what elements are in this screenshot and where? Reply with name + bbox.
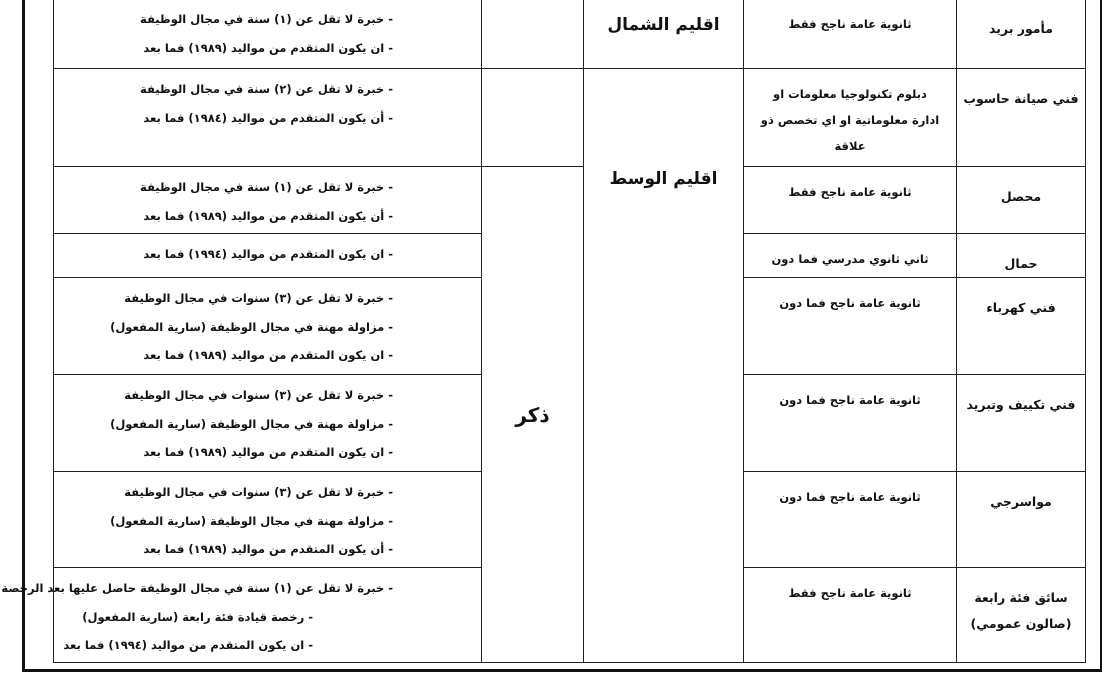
job-title-cell: مواسرجي	[957, 472, 1086, 568]
job-title-cell: فني صيانة حاسوب	[957, 69, 1086, 167]
requirements-cell: - خبرة لا تقل عن (١) سنة في مجال الوظيفة - أن يكون المتقدم من مواليد (١٩٨٩) فما بعد	[54, 167, 482, 234]
jobs-table	[1, 0, 1086, 663]
qualification-cell: ثانوية عامة ناجح فقط	[744, 568, 957, 663]
requirements-cell: - ان يكون المتقدم من مواليد (١٩٩٤) فما بعد	[54, 234, 482, 278]
job-title-cell: فني كهرباء	[957, 278, 1086, 375]
requirements-cell: - خبرة لا تقل عن (٢) سنة في مجال الوظيفة - أن يكون المتقدم من مواليد (١٩٨٤) فما بعد	[54, 69, 482, 167]
gender-cell-top	[482, 0, 584, 69]
requirements-cell: - خبرة لا تقل عن (٣) سنوات في مجال الوظيفة - مزاولة مهنة في مجال الوظيفة (سارية المفعول) - ان يكون المتقدم من مواليد (١٩٨٩) فما بعد	[54, 278, 482, 375]
region-center: اقليم الوسط	[584, 69, 744, 663]
qualification-cell: ثانوية عامة ناجح فقط	[744, 167, 957, 234]
job-title-cell: محصل	[957, 167, 1086, 234]
job-title-cell: حمال	[957, 234, 1086, 278]
qualification-cell: ثانوية عامة ناجح فما دون	[744, 278, 957, 375]
requirements-cell: - خبرة لا تقل عن (١) سنة في مجال الوظيفة حاصل عليها بعد الرخصة - رخصة قيادة فئة رابعة (سارية المفعول) - ان يكون المتقدم من مواليد (١٩٩٤) فما بعد	[54, 568, 482, 663]
requirements-cell: - خبرة لا تقل عن (٣) سنوات في مجال الوظيفة - مزاولة مهنة في مجال الوظيفة (سارية المفعول) - أن يكون المتقدم من مواليد (١٩٨٩) فما بعد	[54, 472, 482, 568]
job-title-cell: سائق فئة رابعة (صالون عمومي)	[957, 568, 1086, 663]
gender-cell: ذكر	[482, 167, 584, 663]
requirements-cell: - خبرة لا تقل عن (١) سنة في مجال الوظيفة - ان يكون المتقدم من مواليد (١٩٨٩) فما بعد	[54, 0, 482, 69]
table-row	[54, 167, 1086, 234]
gender-cell-upper	[482, 69, 584, 167]
region-north: اقليم الشمال	[584, 0, 744, 69]
qualification-cell: ثاني ثانوي مدرسي فما دون	[744, 234, 957, 278]
table-row	[54, 0, 1086, 69]
job-title-cell: مأمور بريد	[957, 0, 1086, 69]
qualification-cell: ثانوية عامة ناجح فقط	[744, 0, 957, 69]
table-row	[54, 69, 1086, 167]
requirements-cell: - خبرة لا تقل عن (٣) سنوات في مجال الوظيفة - مزاولة مهنة في مجال الوظيفة (سارية المفعول) - ان يكون المتقدم من مواليد (١٩٨٩) فما بعد	[54, 375, 482, 472]
qualification-cell: ثانوية عامة ناجح فما دون	[744, 375, 957, 472]
qualification-cell: ثانوية عامة ناجح فما دون	[744, 472, 957, 568]
qualification-cell: دبلوم تكنولوجيا معلومات او ادارة معلوماتية او اي تخصص ذو علاقة	[744, 69, 957, 167]
job-title-cell: فني تكييف وتبريد	[957, 375, 1086, 472]
